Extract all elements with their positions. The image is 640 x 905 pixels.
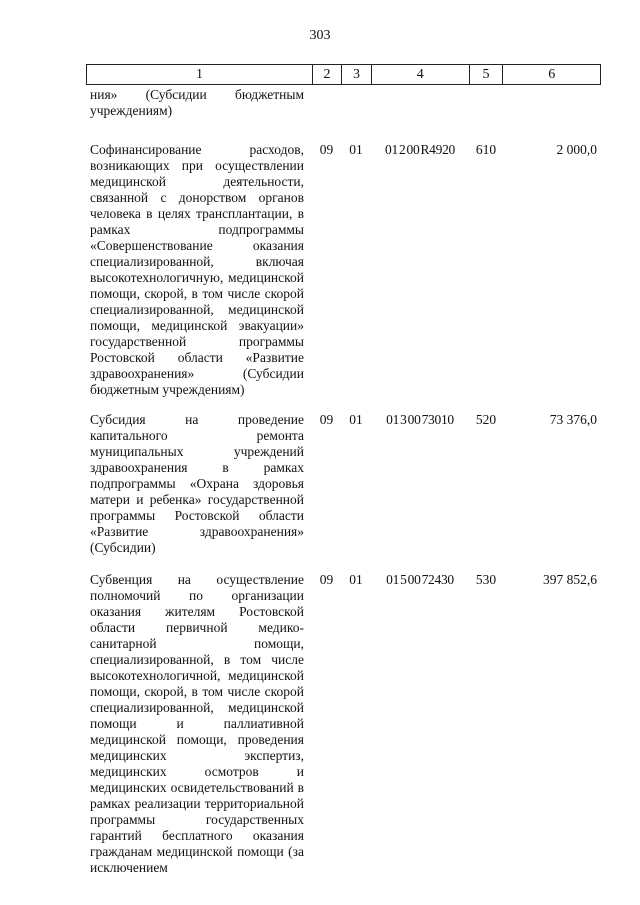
row-target-code: 01 2 00 R4920: [385, 142, 455, 157]
header-col-5: 5: [469, 65, 503, 84]
row-description: Софинансирование расходов, возникающих при осуществлении медицинской деятельности, связанной с донорством органов человека в целях трансплантации, в рамках подпрограммы «Совершенствование оказания специализированной, включая высокотехнологичную, медицинской помощи, скорой, в том числе скорой специализированной, медицинской помощи, медицинской эвакуации» государственной программы Ростовской области «Развитие здравоохранения» (Субсидии бюджетным учреждениям): [90, 142, 304, 397]
row-expense-type: 610: [475, 142, 497, 157]
header-col-1: 1: [196, 67, 204, 82]
header-col-3: 3: [341, 65, 371, 84]
row-amount: [503, 87, 601, 119]
row-section: 09: [319, 572, 334, 587]
row-subsection: 01: [349, 142, 363, 157]
row-target-code: [371, 87, 469, 119]
row-description: Субсидия на проведение капитального ремонта муниципальных учреждений здравоохранения в рамках подпрограммы «Охрана здоровья матери и ребенка» государственной программы Ростовской области «Развитие здравоохранения» (Субсидии): [90, 412, 304, 555]
row-amount: 73 376,0: [549, 412, 597, 427]
row-target-code: 01 5 00 72430: [386, 572, 454, 587]
row-subsection: [341, 87, 371, 119]
row-description: ния» (Субсидии бюджетным учреждениям): [90, 87, 304, 118]
row-section: 09: [319, 142, 334, 157]
table-row: [86, 142, 601, 398]
row-expense-type: [469, 87, 503, 119]
row-section: 09: [319, 412, 334, 427]
row-amount: 397 852,6: [543, 572, 597, 587]
row-section: [312, 87, 341, 119]
row-amount: 2 000,0: [556, 142, 597, 157]
row-subsection: 01: [349, 572, 363, 587]
header-col-2: 2: [312, 65, 341, 84]
header-col-6: 6: [502, 65, 600, 84]
row-expense-type: 520: [475, 412, 497, 427]
header-col-4: 4: [371, 65, 469, 84]
row-target-code: 01 3 00 73010: [386, 412, 454, 427]
table-row: [86, 87, 601, 119]
row-subsection: 01: [349, 412, 363, 427]
table-row: [86, 412, 601, 556]
table-row: [86, 572, 601, 876]
table-header: [86, 64, 601, 85]
row-expense-type: 530: [475, 572, 497, 587]
budget-table: [86, 64, 601, 876]
row-description: Субвенция на осуществление полномочий по организации оказания жителям Ростовской области первичной медико-санитарной помощи, специализированной, в том числе высокотехнологичной, медицинской помощи, скорой, в том числе скорой специализированной, медицинской помощи и паллиативной медицинской помощи, проведения медицинских экспертиз, медицинских осмотров и медицинских освидетельствований в рамках реализации территориальной программы государственных гарантий бесплатного оказания гражданам медицинской помощи (за исключением: [90, 572, 304, 875]
page-number: 303: [309, 28, 331, 43]
